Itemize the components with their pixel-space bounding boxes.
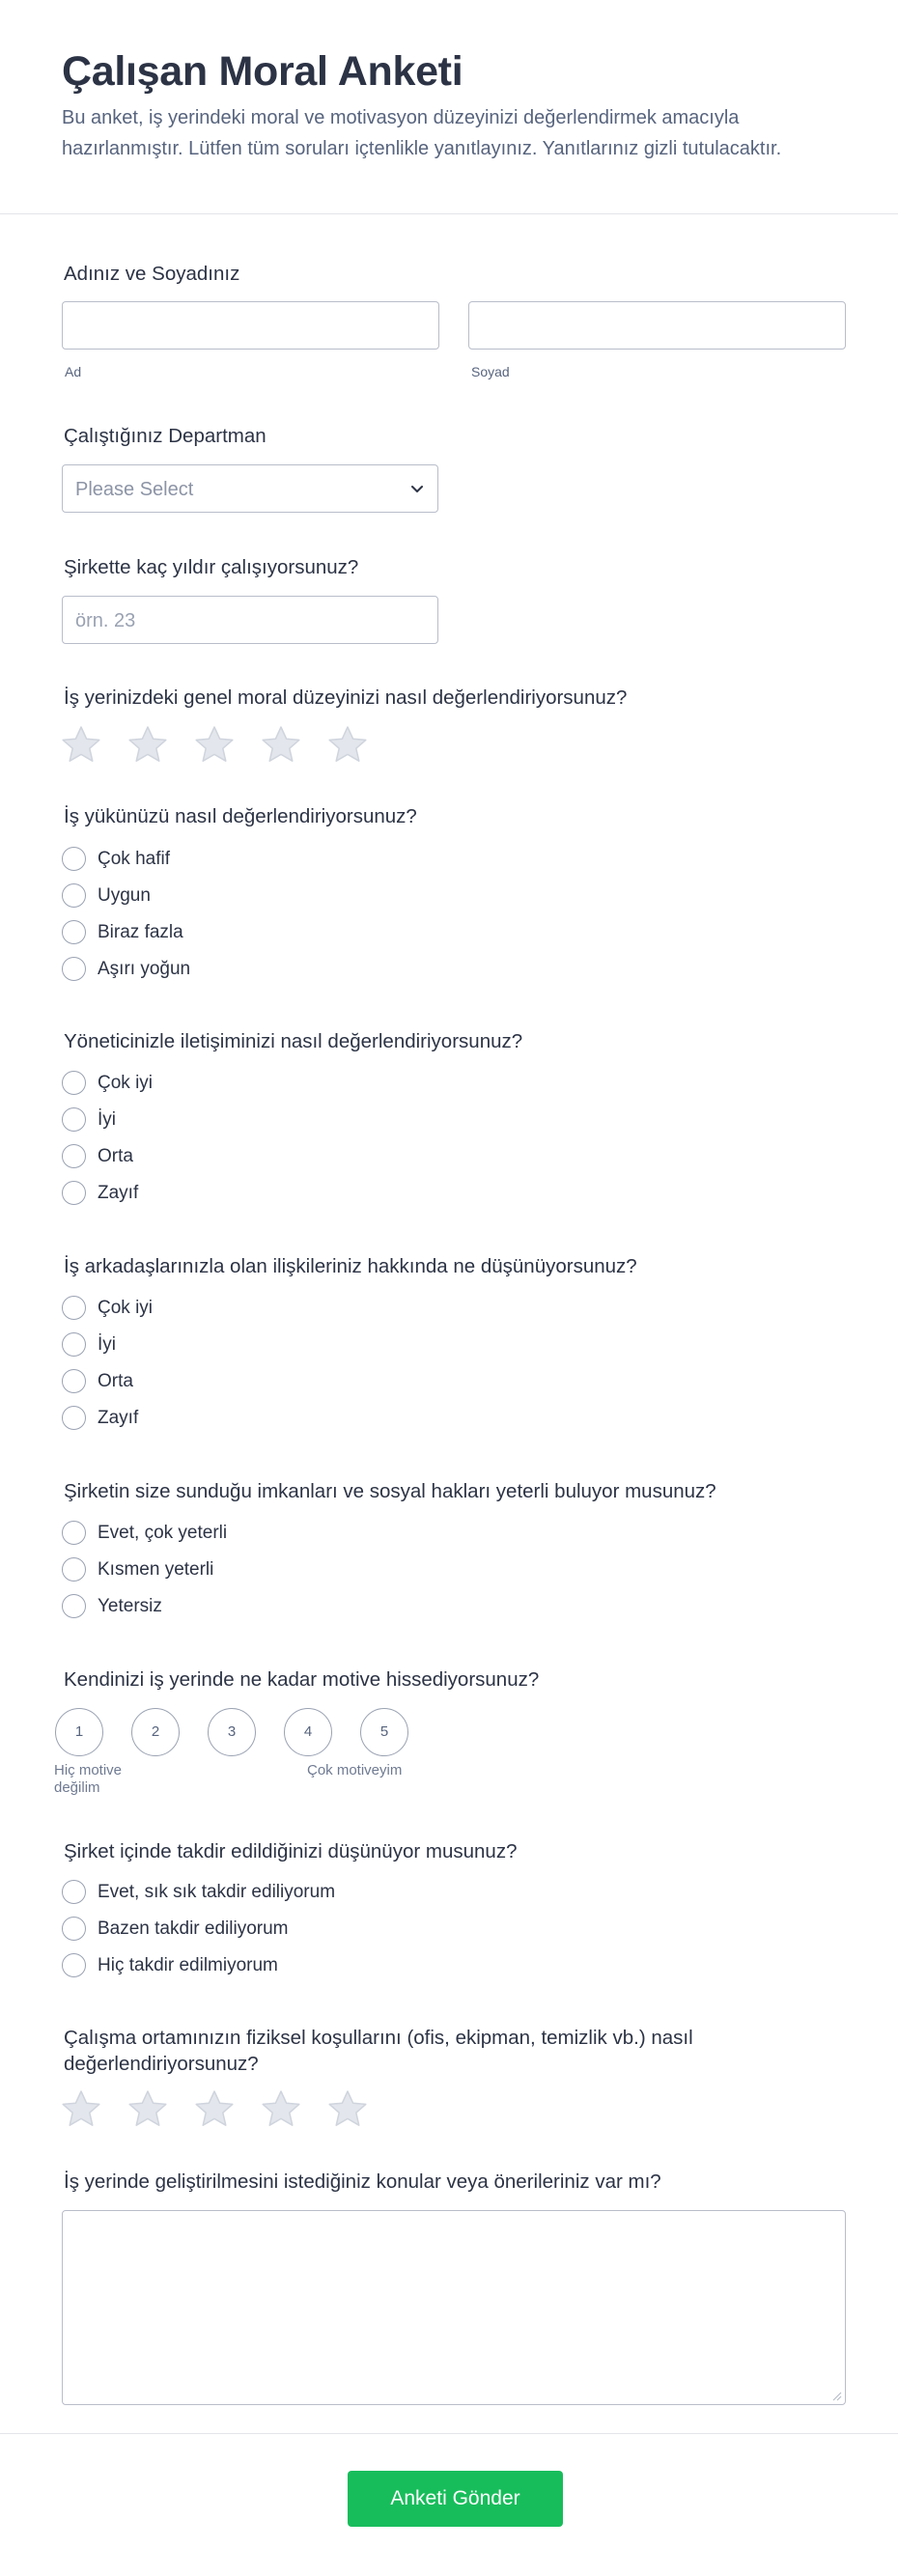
name-label: Adınız ve Soyadınız [64,263,240,285]
radio-label: Kısmen yeterli [98,1559,214,1580]
physical-conditions-rating [60,2088,388,2131]
footer-divider [0,2433,898,2434]
radio-button[interactable] [62,1369,86,1393]
radio-label: Orta [98,1146,133,1166]
chevron-down-icon [408,480,426,497]
radio-label: Zayıf [98,1183,139,1203]
scale-min-label: Hiç motive değilim [54,1762,123,1796]
radio-label: Aşırı yoğun [98,959,191,979]
first-name-sublabel: Ad [65,364,82,379]
radio-button[interactable] [62,847,86,871]
scale-option-4[interactable]: 4 [284,1708,332,1756]
radio-label: Uygun [98,885,151,906]
physical-conditions-label: Çalışma ortamınızın fiziksel koşullarını (ofis, ekipman, temizlik vb.) nasıl değerlendiriyorsunuz? [64,2027,693,2075]
radio-label: Evet, sık sık takdir ediliyorum [98,1882,336,1902]
manager-comm-option[interactable] [62,1179,738,1208]
star-icon[interactable] [126,2088,169,2131]
resize-handle-icon[interactable] [830,2390,842,2401]
radio-button[interactable] [62,883,86,908]
radio-button[interactable] [62,1181,86,1205]
radio-label: Bazen takdir ediliyorum [98,1918,289,1939]
radio-button[interactable] [62,1917,86,1941]
manager-comm-option[interactable] [62,1142,738,1171]
colleagues-option[interactable] [62,1294,738,1323]
star-icon[interactable] [326,2088,369,2131]
radio-button[interactable] [62,1557,86,1582]
benefits-option[interactable] [62,1555,738,1584]
benefits-option[interactable] [62,1519,738,1548]
colleagues-option[interactable] [62,1404,738,1433]
manager-comm-option[interactable] [62,1069,738,1098]
appreciation-option[interactable] [62,1915,738,1944]
star-icon[interactable] [193,2088,236,2131]
radio-label: Biraz fazla [98,922,183,942]
radio-button[interactable] [62,1406,86,1430]
first-name-input[interactable] [62,301,439,350]
radio-label: Orta [98,1371,133,1391]
scale-option-2[interactable]: 2 [131,1708,180,1756]
manager-comm-label: Yöneticinizle iletişiminizi nasıl değerlendiriyorsunuz? [64,1030,523,1052]
radio-button[interactable] [62,1332,86,1357]
workload-option[interactable] [62,918,738,947]
motivation-label: Kendinizi iş yerinde ne kadar motive hissediyorsunuz? [64,1668,540,1691]
radio-button[interactable] [62,1880,86,1904]
radio-button[interactable] [62,1107,86,1132]
radio-label: Hiç takdir edilmiyorum [98,1955,278,1975]
department-select-value: Please Select [75,479,194,500]
radio-label: Çok iyi [98,1073,154,1093]
star-icon[interactable] [60,2088,102,2131]
manager-comm-option[interactable] [62,1106,738,1134]
star-icon[interactable] [193,724,236,767]
radio-label: Yetersiz [98,1596,162,1616]
last-name-input[interactable] [468,301,846,350]
years-label: Şirkette kaç yıldır çalışıyorsunuz? [64,556,359,578]
radio-button[interactable] [62,957,86,981]
radio-button[interactable] [62,1594,86,1618]
overall-morale-label: İş yerinizdeki genel moral düzeyinizi nasıl değerlendiriyorsunuz? [64,686,628,709]
workload-option[interactable] [62,882,738,910]
department-select[interactable] [62,464,438,513]
radio-button[interactable] [62,1144,86,1168]
star-icon[interactable] [60,724,102,767]
overall-morale-rating [60,724,388,767]
radio-label: İyi [98,1334,116,1355]
radio-label: Çok hafif [98,849,170,869]
radio-label: İyi [98,1109,116,1130]
appreciation-option[interactable] [62,1878,738,1907]
suggestions-label: İş yerinde geliştirilmesini istediğiniz konular veya önerileriniz var mı? [64,2170,661,2193]
radio-label: Zayıf [98,1408,139,1428]
radio-button[interactable] [62,1521,86,1545]
radio-button[interactable] [62,1071,86,1095]
form-title: Çalışan Moral Anketi [62,48,463,95]
radio-button[interactable] [62,1953,86,1977]
form-header [0,0,898,214]
form-description: Bu anket, iş yerindeki moral ve motivasyon düzeyinizi değerlendirmek amacıyla hazırlanmıştır. Lütfen tüm soruları içtenlikle yanıtlayınız. Yanıtlarınız gizli tutulacaktır. [62,107,782,159]
scale-option-5[interactable]: 5 [360,1708,408,1756]
radio-label: Çok iyi [98,1298,154,1318]
submit-button[interactable]: Anketi Gönder [348,2471,563,2527]
radio-button[interactable] [62,1296,86,1320]
workload-option[interactable] [62,955,738,984]
appreciation-option[interactable] [62,1951,738,1980]
star-icon[interactable] [326,724,369,767]
star-icon[interactable] [126,724,169,767]
scale-option-1[interactable]: 1 [55,1708,103,1756]
suggestions-textarea[interactable] [62,2210,846,2405]
department-label: Çalıştığınız Departman [64,425,267,447]
radio-label: Evet, çok yeterli [98,1523,228,1543]
colleagues-option[interactable] [62,1330,738,1359]
last-name-sublabel: Soyad [471,364,510,379]
benefits-option[interactable] [62,1592,738,1621]
colleagues-label: İş arkadaşlarınızla olan ilişkileriniz hakkında ne düşünüyorsunuz? [64,1255,637,1277]
benefits-label: Şirketin size sunduğu imkanları ve sosyal hakları yeterli buluyor musunuz? [64,1480,716,1502]
scale-max-label: Çok motiveyim [307,1762,403,1778]
workload-option[interactable] [62,845,738,874]
radio-button[interactable] [62,920,86,944]
star-icon[interactable] [260,724,302,767]
years-input[interactable] [62,596,438,644]
scale-option-3[interactable]: 3 [208,1708,256,1756]
colleagues-option[interactable] [62,1367,738,1396]
appreciation-label: Şirket içinde takdir edildiğinizi düşünüyor musunuz? [64,1840,518,1862]
years-placeholder: örn. 23 [75,610,136,631]
star-icon[interactable] [260,2088,302,2131]
workload-label: İş yükünüzü nasıl değerlendiriyorsunuz? [64,805,417,827]
